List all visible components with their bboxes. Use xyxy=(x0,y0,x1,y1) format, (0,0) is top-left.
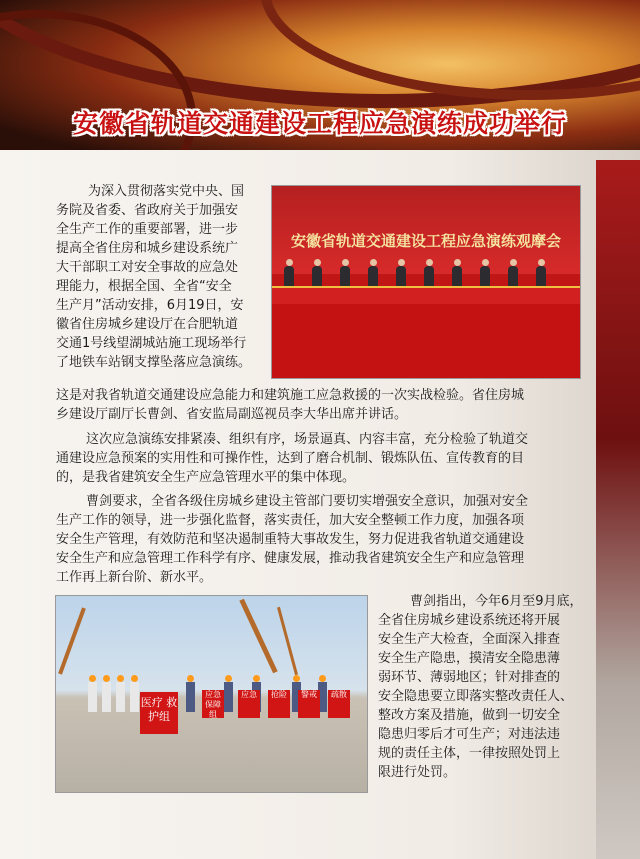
attendee-figure xyxy=(424,266,434,286)
worker-figure xyxy=(116,682,125,712)
attendee-figure xyxy=(480,266,490,286)
team-sign: 应急 保障组 xyxy=(202,690,224,718)
drill-site-photo xyxy=(56,596,367,792)
worker-figure xyxy=(88,682,97,712)
paragraph-1-line: 了地铁车站钢支撑坠落应急演练。 xyxy=(56,355,252,370)
paragraph-4-line: 隐患归零后才可生产；对违法违 xyxy=(378,727,561,742)
paragraph-4-line: 安全隐患要立即落实整改责任人、 xyxy=(378,689,574,704)
paragraph-4-line: 限进行处罚。 xyxy=(378,765,457,780)
paragraph-1-line: 务院及省委、省政府关于加强安 xyxy=(56,203,239,218)
worker-figure xyxy=(186,682,195,712)
paragraph-4-line: 整改方案及措施，做到一切安全 xyxy=(378,708,561,723)
paragraph-4-line: 全省住房城乡建设系统还将开展 xyxy=(378,613,561,628)
paragraph-1-line: 生产月”活动安排，6月19日，安 xyxy=(56,298,244,313)
attendee-figure xyxy=(312,266,322,286)
attendee-figure xyxy=(340,266,350,286)
paragraph-1-line: 交通1号线望湖城站施工现场举行 xyxy=(56,336,247,351)
red-carpet xyxy=(272,304,580,378)
team-sign: 医疗 救护组 xyxy=(140,692,178,734)
page-title: 安徽省轨道交通建设工程应急演练成功举行 xyxy=(72,109,567,138)
paragraph-1-line: 全生产工作的重要部署，进一步 xyxy=(56,222,239,237)
paragraph-1-line: 理能力，根据全国、全省“安全 xyxy=(56,279,232,294)
paragraph-4-line: 安全生产隐患，摸清安全隐患薄 xyxy=(378,651,561,666)
crane-boom xyxy=(239,599,277,674)
paragraph-3-line: 安全生产和应急管理工作科学有序、健康发展，推动我省建筑安全生产和应急管理 xyxy=(56,551,525,566)
attendee-figure xyxy=(396,266,406,286)
paragraph-4-line: 安全生产大检查，全面深入排查 xyxy=(378,632,561,647)
paragraph-2-line: 通建设应急预案的实用性和可操作性，达到了磨合机制、锻炼队伍、宣传教育的目 xyxy=(56,451,525,466)
paragraph-4-line: 弱环节、薄弱地区；针对排查的 xyxy=(378,670,561,685)
paragraph-1-tail-line: 这是对我省轨道交通建设应急能力和建筑施工应急救援的一次实战检验。省住房城 xyxy=(56,388,525,403)
crane-boom xyxy=(277,607,298,675)
attendee-figure xyxy=(508,266,518,286)
paragraph-1-tail-line: 乡建设厅副厅长曹剑、省安监局副巡视员李大华出席并讲话。 xyxy=(56,407,408,422)
attendee-figure xyxy=(536,266,546,286)
attendee-figure xyxy=(284,266,294,286)
meeting-photo xyxy=(272,186,580,378)
paragraph-1-line: 提高全省住房和城乡建设系统广 xyxy=(56,241,239,256)
worker-figure xyxy=(130,682,139,712)
paragraph-3-line: 曹剑要求，全省各级住房城乡建设主管部门要切实增强安全意识，加强对安全 xyxy=(86,494,529,509)
paragraph-1-line: 为深入贯彻落实党中央、国 xyxy=(88,184,245,199)
worker-figure xyxy=(102,682,111,712)
team-sign: 警戒 xyxy=(298,690,320,718)
attendee-figure xyxy=(368,266,378,286)
worker-figure xyxy=(224,682,233,712)
paragraph-3-line: 工作再上新台阶、新水平。 xyxy=(56,570,213,585)
paragraph-1-line: 大干部职工对安全事故的应急处 xyxy=(56,260,239,275)
paragraph-3-line: 安全生产管理，有效防范和坚决遏制重特大事故发生，努力促进我省轨道交通建设 xyxy=(56,532,525,547)
crane-boom xyxy=(58,607,86,674)
paragraph-1-line: 徽省住房城乡建设厅在合肥轨道 xyxy=(56,317,239,332)
presidium-table xyxy=(272,286,580,306)
team-sign: 抢险 xyxy=(268,690,290,718)
team-sign: 应急 xyxy=(238,690,260,718)
paragraph-3-line: 生产工作的领导，进一步强化监督，落实责任，加大安全整顿工作力度，加强各项 xyxy=(56,513,525,528)
paragraph-4-line: 曹剑指出，今年6月至9月底， xyxy=(410,594,583,609)
paragraph-2-line: 的，是我省建筑安全生产应急管理水平的集中体现。 xyxy=(56,470,356,485)
paragraph-4-line: 规的责任主体，一律按照处罚上 xyxy=(378,746,561,761)
attendee-figure xyxy=(452,266,462,286)
paragraph-2-line: 这次应急演练安排紧凑、组织有序，场景逼真、内容丰富，充分检验了轨道交 xyxy=(86,432,529,447)
team-sign: 疏散 xyxy=(328,690,350,718)
backdrop-text: 安徽省轨道交通建设工程应急演练观摩会 xyxy=(290,232,561,250)
